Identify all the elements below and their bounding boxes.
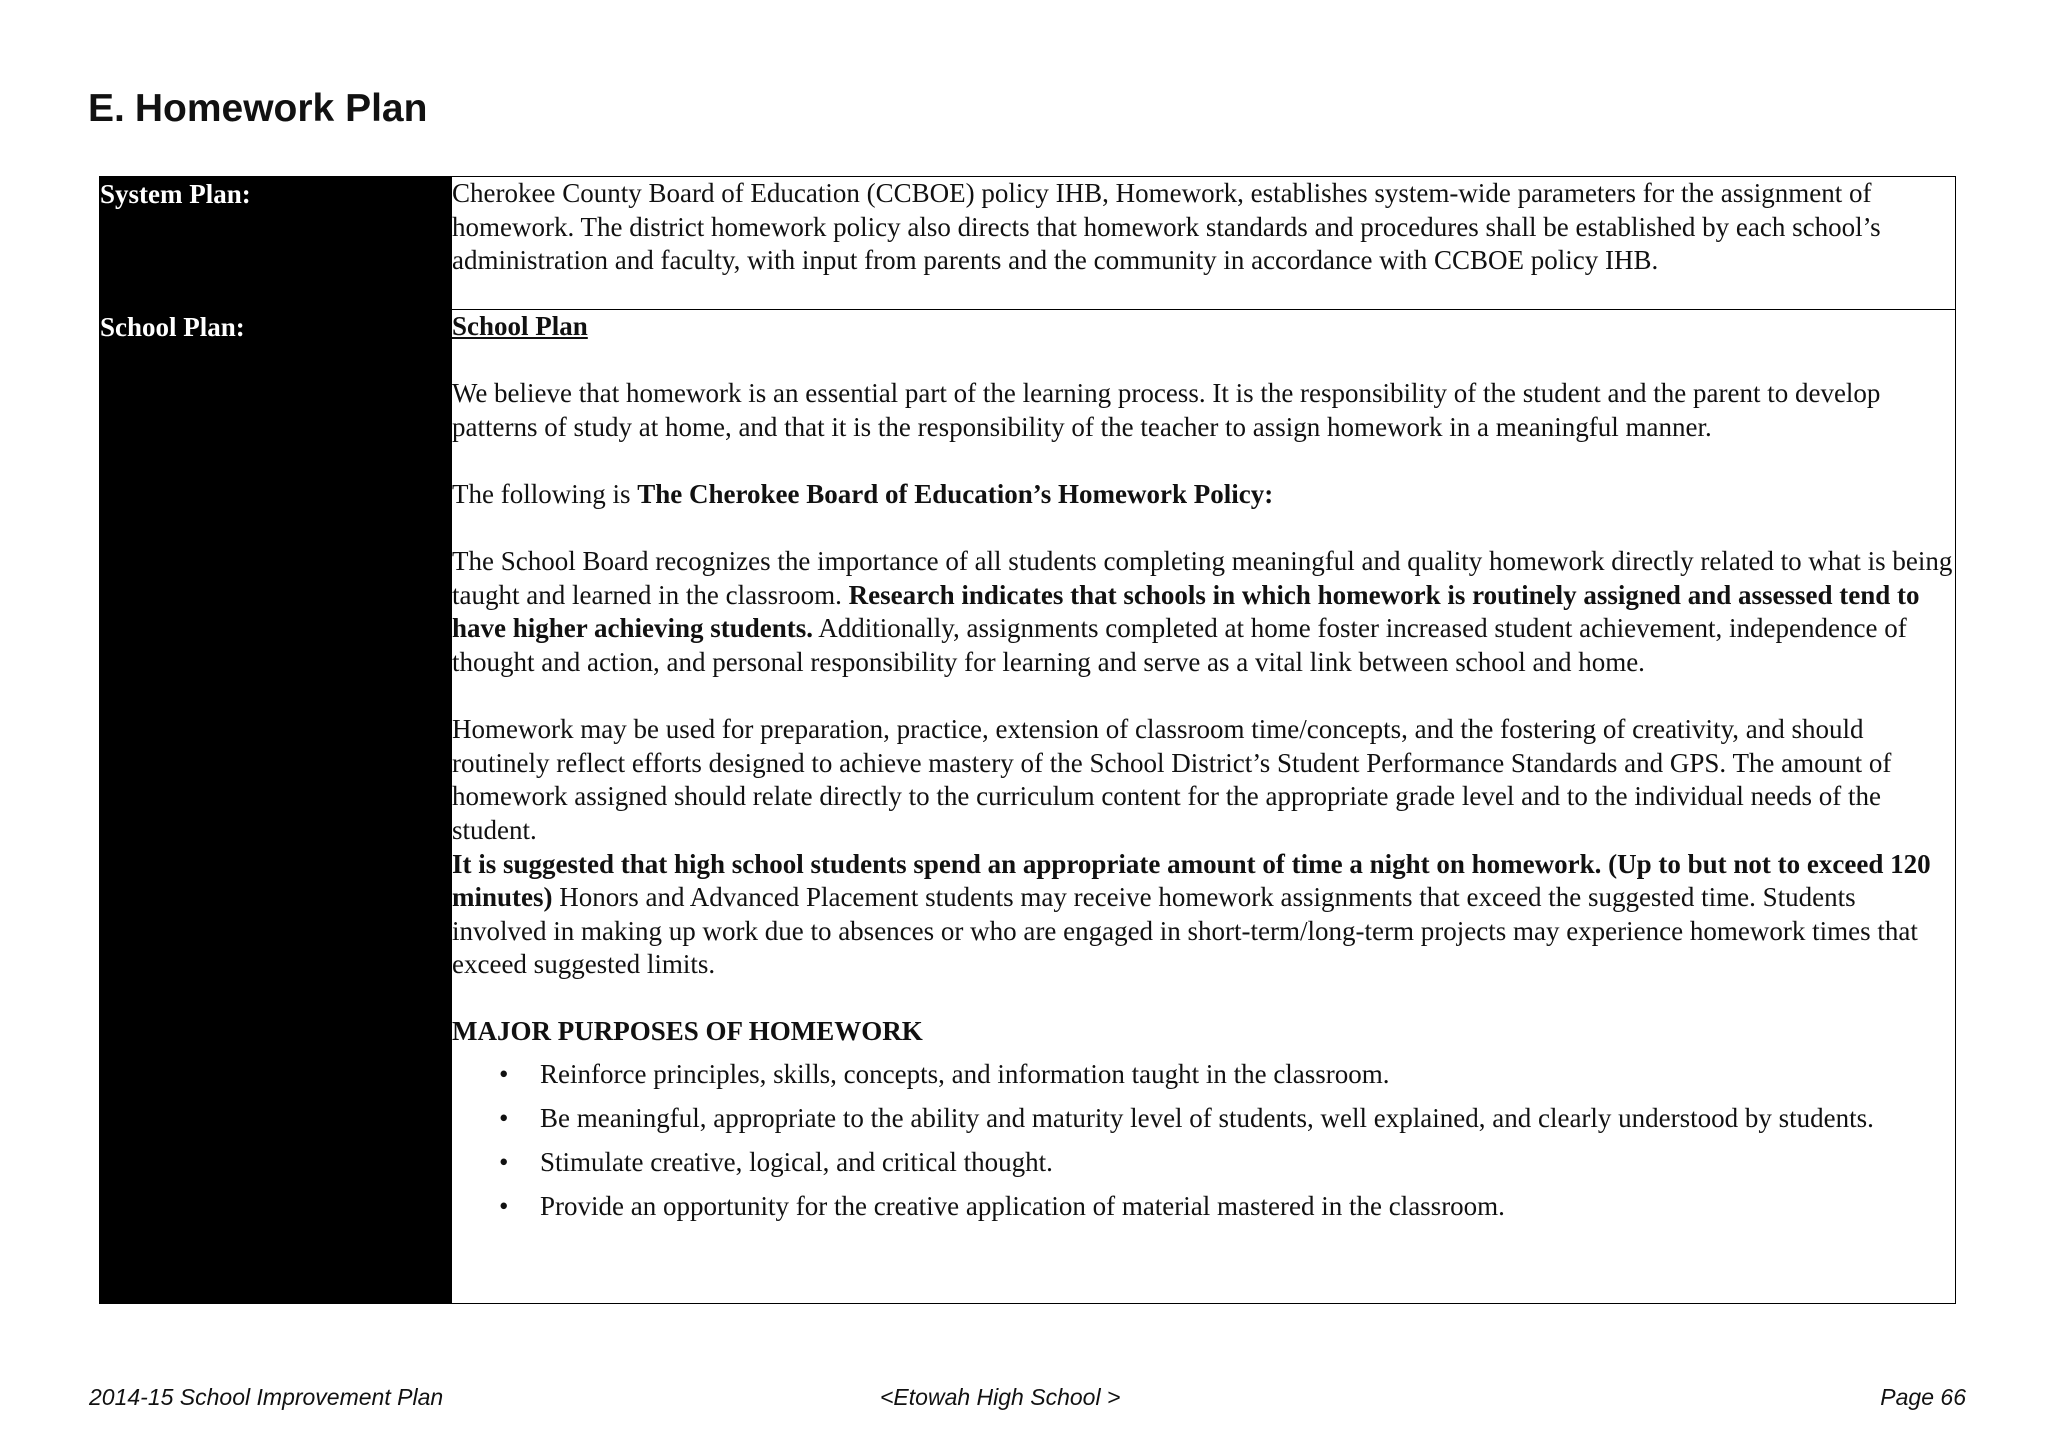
section-heading (88, 86, 427, 132)
system-plan-content (452, 177, 1956, 310)
policy-p3-suggestion: It is suggested that high school students spend an appropriate amount of time a night on homework. (Up to but not to exceed 120 minutes) (452, 848, 1931, 913)
bullet-icon: • (499, 1059, 509, 1090)
policy-p1-research: Research indicates that schools in which homework is routinely assigned and assessed tend to have higher achieving students. (452, 579, 1920, 644)
purposes-heading (452, 1015, 1955, 1049)
policy-intro (452, 478, 1955, 512)
policy-p1-end: Additionally, assignments completed at home foster increased student achievement, independence of thought and action, and personal responsibility for learning and serve as a vital link between school and home. (452, 613, 1907, 677)
school-plan-subtitle: School Plan (452, 311, 588, 341)
list-item-text: Be meaningful, appropriate to the ability and maturity level of students, well explained, and clearly understood by students. (540, 1103, 1874, 1134)
list-item (452, 1099, 1955, 1137)
list-item-text: Stimulate creative, logical, and critical thought. (540, 1147, 1053, 1178)
policy-paragraph-1 (452, 545, 1955, 679)
belief-paragraph: We believe that homework is an essential part of the learning process. It is the responsibility of the student and the parent to develop patterns of study at home, and that it is the responsibility of the teacher to assign homework in a meaningful manner. (452, 378, 1881, 442)
list-item-text: Reinforce principles, skills, concepts, and information taught in the classroom. (540, 1059, 1390, 1090)
system-plan-label: System Plan: (100, 177, 452, 310)
bullet-icon: • (499, 1191, 509, 1222)
list-item (452, 1143, 1955, 1181)
footer-page-number: Page 66 (1880, 1384, 1966, 1410)
purposes-heading-text: MAJOR PURPOSES OF HOMEWORK (452, 1016, 923, 1047)
system-plan-row (100, 177, 1956, 310)
policy-paragraph-3 (452, 848, 1955, 982)
policy-intro-prefix: The following is (452, 478, 638, 509)
bullet-icon: • (499, 1147, 509, 1178)
bullet-icon: • (499, 1103, 509, 1134)
school-plan-label: School Plan: (100, 310, 452, 1304)
list-item-text: Provide an opportunity for the creative application of material mastered in the classroom. (540, 1191, 1505, 1222)
homework-plan-table (99, 176, 1956, 1304)
policy-p3-rest: Honors and Advanced Placement students may receive homework assignments that exceed the suggested time. Students involved in making up work due to absences or who are engaged in short-term/long-term projects may experience homework times that exceed suggested limits. (452, 882, 1918, 980)
footer-plan-title: 2014-15 School Improvement Plan (89, 1384, 444, 1410)
policy-p1-start: The School Board recognizes the importance of all students completing meaningful and quality homework directly related to what is being taught and learned in the classroom. (452, 546, 1953, 610)
system-plan-text: Cherokee County Board of Education (CCBOE) policy IHB, Homework, establishes system-wide parameters for the assignment of homework. The district homework policy also directs that homework standards and procedures shall be established by each school’s administration and faculty, with input from parents and the community in accordance with CCBOE policy IHB. (452, 178, 1881, 276)
policy-paragraph-2: Homework may be used for preparation, practice, extension of classroom time/concepts, and the fostering of creativity, and should routinely reflect efforts designed to achieve mastery of the School District’s Student Performance Standards and GPS. The amount of homework assigned should relate directly to the curriculum content for the appropriate grade level and to the individual needs of the student. (452, 714, 1892, 845)
section-letter: E. (88, 87, 125, 130)
policy-intro-title: The Cherokee Board of Education’s Homework Policy: (637, 478, 1274, 509)
list-item (452, 1055, 1955, 1093)
school-plan-content (452, 310, 1956, 1304)
purposes-list (452, 1055, 1955, 1225)
list-item (452, 1187, 1955, 1225)
footer-school-name: <Etowah High School > (880, 1384, 1121, 1410)
section-title: Homework Plan (134, 87, 428, 130)
school-plan-row (100, 310, 1956, 1304)
